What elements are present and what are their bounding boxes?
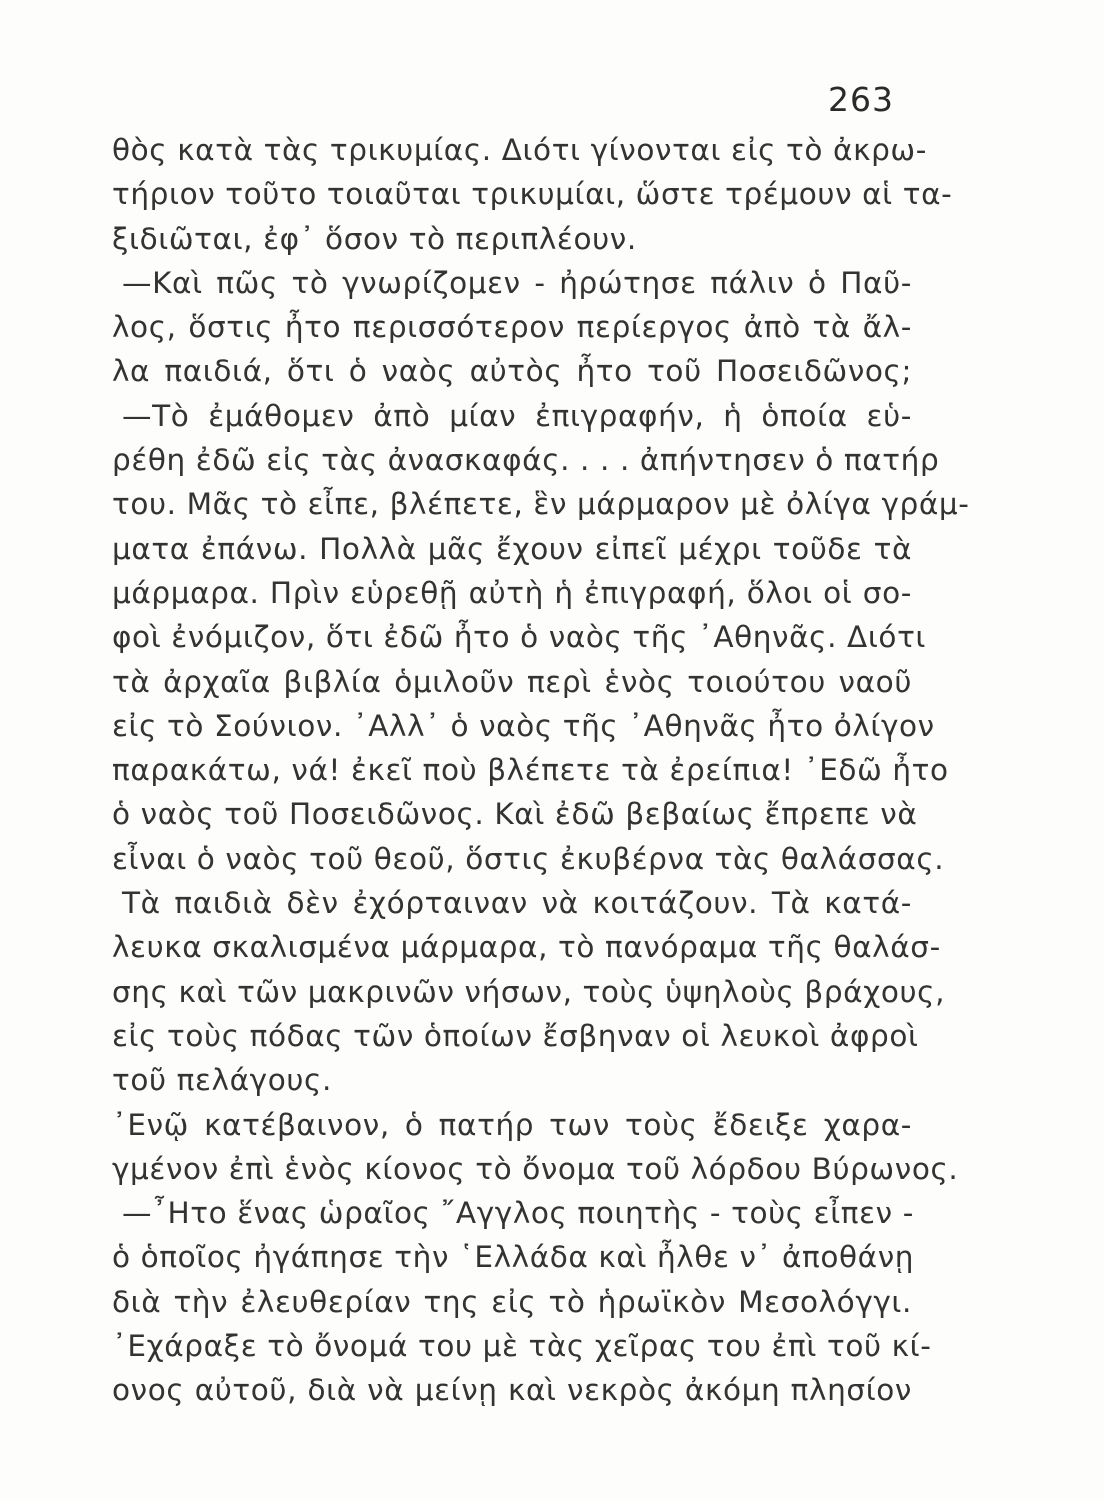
text-line: —Τὸ ἐμάθομεν ἀπὸ μίαν ἐπιγραφήν, ἡ ὁποία εὑ- (122, 398, 912, 433)
text-line: ὁ ναὸς τοῦ Ποσειδῶνος. Καὶ ἐδῶ βεβαίως ἔπρεπε νὰ (112, 797, 918, 832)
text-line: φοὶ ἐνόμιζον, ὅτι ἐδῶ ἦτο ὁ ναὸς τῆς ᾽Αθηνᾶς. Διότι (112, 620, 927, 655)
text-line: μάρμαρα. Πρὶν εὑρεθῇ αὐτὴ ἡ ἐπιγραφή, ὅλοι οἱ σο- (112, 575, 912, 610)
text-line: τὰ ἀρχαῖα βιβλία ὁμιλοῦν περὶ ἑνὸς τοιούτου ναοῦ (112, 664, 912, 699)
text-line: ᾽Ενῷ κατέβαινον, ὁ πατήρ των τοὺς ἔδειξε χαρα- (112, 1107, 912, 1142)
text-line: ρέθη ἐδῶ εἰς τὰς ἀνασκαφάς. . . . ἀπήντησεν ὁ πατήρ (112, 443, 940, 478)
text-line: γμένον ἐπὶ ἑνὸς κίονος τὸ ὄνομα τοῦ λόρδου Βύρωνος. (112, 1151, 959, 1186)
text-line: ὁ ὁποῖος ἠγάπησε τὴν ῾Ελλάδα καὶ ἦλθε ν᾽ ἀποθάνῃ (112, 1240, 915, 1275)
text-line: εἶναι ὁ ναὸς τοῦ θεοῦ, ὅστις ἐκυβέρνα τὰς θαλάσσας. (112, 841, 945, 876)
text-line: διὰ τὴν ἐλευθερίαν της εἰς τὸ ἡρωϊκὸν Μεσολόγγι. (112, 1284, 912, 1319)
text-line: ματα ἐπάνω. Πολλὰ μᾶς ἔχουν εἰπεῖ μέχρι τοῦδε τὰ (112, 531, 912, 566)
text-line: παρακάτω, νά! ἐκεῖ ποὺ βλέπετε τὰ ἐρείπια! ᾽Εδῶ ἦτο (112, 753, 949, 788)
page-number: 263 (828, 80, 894, 119)
text-line: ονος αὐτοῦ, διὰ νὰ μείνῃ καὶ νεκρὸς ἀκόμη πλησίον (112, 1373, 912, 1408)
text-line: Τὰ παιδιὰ δὲν ἐχόρταιναν νὰ κοιτάζουν. Τὰ κατά- (122, 886, 912, 921)
body-text (112, 128, 970, 1413)
text-line: —Καὶ πῶς τὸ γνωρίζομεν - ἠρώτησε πάλιν ὁ Παῦ- (122, 265, 912, 300)
text-line: θὸς κατὰ τὰς τρικυμίας. Διότι γίνονται εἰς τὸ ἀκρω- (112, 133, 927, 167)
text-line: του. Μᾶς τὸ εἶπε, βλέπετε, ἓν μάρμαρον μὲ ὀλίγα γράμ- (112, 487, 970, 522)
text-line: λευκα σκαλισμένα μάρμαρα, τὸ πανόραμα τῆς θαλάσ- (112, 930, 941, 965)
text-line: εἰς τοὺς πόδας τῶν ὁποίων ἔσβηναν οἱ λευκοὶ ἀφροὶ (112, 1018, 919, 1053)
text-line: ξιδιῶται, ἐφ᾽ ὅσον τὸ περιπλέουν. (112, 221, 637, 256)
text-line: εἰς τὸ Σούνιον. ᾽Αλλ᾽ ὁ ναὸς τῆς ᾽Αθηνᾶς ἦτο ὀλίγον (112, 708, 935, 743)
text-line: λα παιδιά, ὅτι ὁ ναὸς αὐτὸς ἦτο τοῦ Ποσειδῶνος; (112, 354, 912, 389)
text-line: ᾽Εχάραξε τὸ ὄνομά του μὲ τὰς χεῖρας του ἐπὶ τοῦ κί- (112, 1329, 932, 1364)
text-line: τήριον τοῦτο τοιαῦται τρικυμίαι, ὥστε τρέμουν αἱ τα- (112, 177, 953, 212)
text-line: —῏Ητο ἕνας ὡραῖος ῎Αγγλος ποιητὴς - τοὺς εἶπεν - (122, 1196, 914, 1231)
text-line: λος, ὅστις ἦτο περισσότερον περίεργος ἀπὸ τὰ ἄλ- (112, 310, 912, 345)
text-line: σης καὶ τῶν μακρινῶν νήσων, τοὺς ὑψηλοὺς βράχους, (112, 974, 946, 1009)
text-line: τοῦ πελάγους. (112, 1063, 332, 1098)
